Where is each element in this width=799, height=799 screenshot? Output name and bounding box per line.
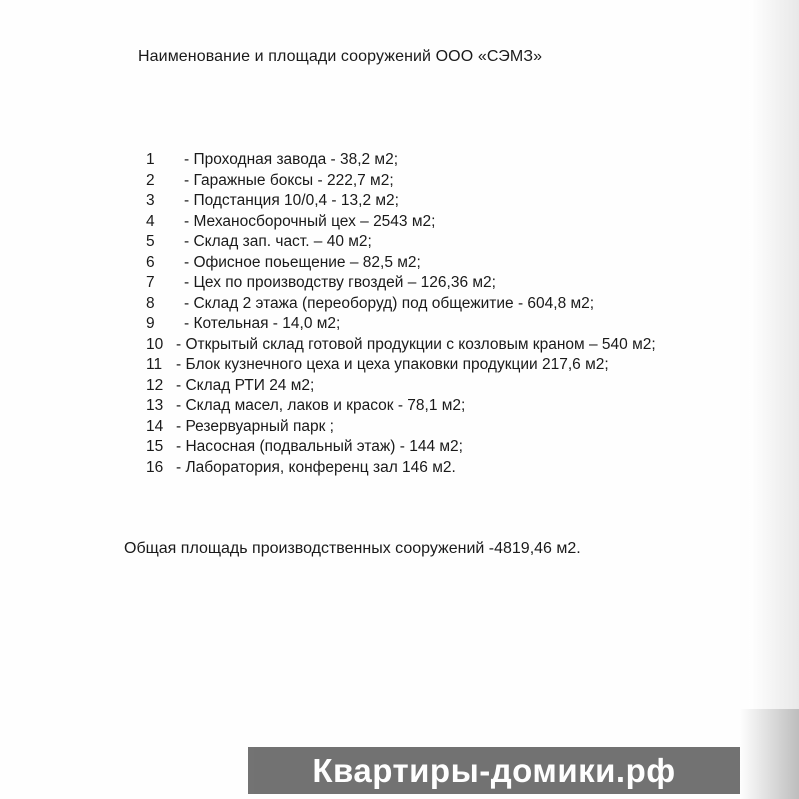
item-number: 7: [146, 274, 155, 291]
item-number: 15: [146, 438, 164, 455]
list-item: [146, 417, 706, 438]
watermark-text: Квартиры-домики.рф: [312, 751, 676, 789]
page-edge-shadow: [749, 0, 799, 799]
item-number: 1: [146, 151, 155, 168]
structures-list: [146, 150, 706, 478]
list-item: [146, 191, 706, 212]
item-number: 13: [146, 397, 164, 414]
item-number: 16: [146, 458, 164, 476]
item-text: - Котельная - 14,0 м2;: [184, 315, 341, 332]
item-text: - Открытый склад готовой продукции с козловым краном – 540 м2;: [176, 335, 656, 353]
item-text: - Склад РТИ 24 м2;: [176, 376, 315, 394]
item-number: 12: [146, 376, 164, 394]
item-text: - Склад масел, лаков и красок - 78,1 м2;: [176, 397, 466, 414]
item-text: - Блок кузнечного цеха и цеха упаковки продукции 217,6 м2;: [176, 356, 609, 373]
item-text: - Офисное поьещение – 82,5 м2;: [184, 253, 421, 271]
item-text: - Подстанция 10/0,4 - 13,2 м2;: [184, 192, 399, 209]
watermark-banner: [248, 747, 740, 794]
item-text: - Проходная завода - 38,2 м2;: [184, 151, 399, 168]
item-text: - Склад зап. част. – 40 м2;: [184, 233, 372, 250]
item-number: 2: [146, 171, 155, 189]
item-text: - Гаражные боксы - 222,7 м2;: [184, 171, 394, 189]
list-item: [146, 273, 706, 294]
item-text: - Механосборочный цех – 2543 м2;: [184, 212, 436, 230]
item-number: 14: [146, 417, 164, 435]
list-item: [146, 212, 706, 233]
list-item: [146, 171, 706, 192]
list-item: [146, 355, 706, 376]
item-text: - Насосная (подвальный этаж) - 144 м2;: [176, 438, 463, 455]
total-area: Общая площадь производственных сооружений -4819,46 м2.: [124, 540, 581, 557]
list-item: [146, 253, 706, 274]
list-item: [146, 437, 706, 458]
item-number: 5: [146, 233, 155, 250]
document-title: Наименование и площади сооружений ООО «СЭМЗ»: [138, 48, 543, 65]
list-item: [146, 376, 706, 397]
item-number: 10: [146, 335, 164, 353]
list-item: [146, 294, 706, 315]
list-item: [146, 396, 706, 417]
item-number: 6: [146, 253, 155, 271]
item-text: - Цех по производству гвоздей – 126,36 м2;: [184, 274, 496, 291]
item-text: - Лаборатория, конференц зал 146 м2.: [176, 458, 456, 476]
list-item: [146, 335, 706, 356]
item-number: 3: [146, 192, 155, 209]
corner-shadow: [739, 709, 799, 799]
list-item: [146, 150, 706, 171]
item-number: 9: [146, 315, 155, 332]
list-item: [146, 232, 706, 253]
list-item: [146, 458, 706, 479]
item-number: 8: [146, 294, 155, 312]
item-number: 11: [146, 356, 163, 373]
list-item: [146, 314, 706, 335]
item-text: - Резервуарный парк ;: [176, 417, 334, 435]
item-text: - Склад 2 этажа (переоборуд) под общежитие - 604,8 м2;: [184, 294, 595, 312]
item-number: 4: [146, 212, 155, 230]
